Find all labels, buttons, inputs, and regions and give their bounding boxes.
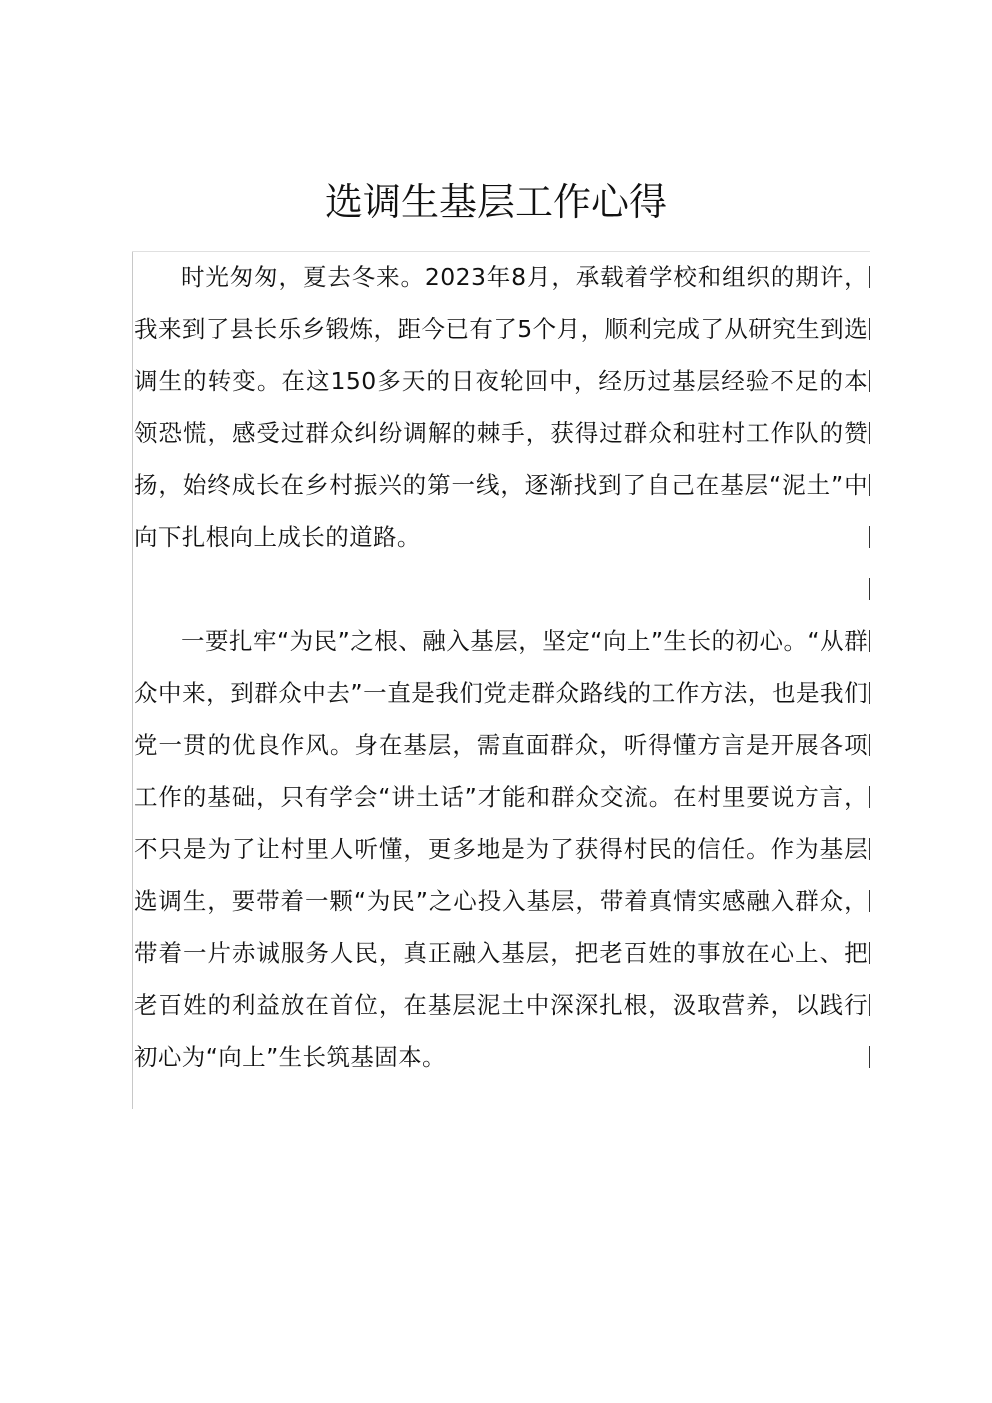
line-end-mark: [869, 994, 870, 1016]
line-end-mark: [869, 318, 870, 340]
line-end-mark: [869, 266, 870, 288]
line-end-mark: [869, 578, 870, 600]
line-end-mark: [869, 890, 870, 912]
line-end-mark: [869, 682, 870, 704]
line-end-mark: [869, 786, 870, 808]
line-end-mark: [869, 474, 870, 496]
line-end-mark: [869, 630, 870, 652]
line-end-mark: [869, 1046, 870, 1068]
line-end-mark: [869, 942, 870, 964]
paragraph-1: 时光匆匆，夏去冬来。2023年8月，承载着学校和组织的期许，我来到了县长乐乡锻炼，距今已有了5个月，顺利完成了从研究生到选调生的转变。在这150多天的日夜轮回中，经历过基层经验不足的本领恐慌，感受过群众纠纷调解的棘手，获得过群众和驻村工作队的赞扬，始终成长在乡村振兴的第一线，逐渐找到了自己在基层“泥土”中向下扎根向上成长的道路。: [134, 263, 868, 551]
line-end-mark: [869, 526, 870, 548]
line-end-mark: [869, 734, 870, 756]
document-title: 选调生基层工作心得: [324, 180, 667, 224]
line-end-mark: [869, 838, 870, 860]
paragraph-2: 一要扎牢“为民”之根、融入基层，坚定“向上”生长的初心。“从群众中来，到群众中去”一直是我们党走群众路线的工作方法，也是我们党一贯的优良作风。身在基层，需直面群众，听得懂方言是开展各项工作的基础，只有学会“讲土话”才能和群众交流。在村里要说方言，不只是为了让村里人听懂，更多地是为了获得村民的信任。作为基层选调生，要带着一颗“为民”之心投入基层，带着真情实感融入群众，带着一片赤诚服务人民，真正融入基层，把老百姓的事放在心上、把老百姓的利益放在首位，在基层泥土中深深扎根，汲取营养，以践行初心为“向上”生长筑基固本。: [134, 627, 868, 1071]
line-end-mark: [869, 422, 870, 444]
line-end-marks: [869, 251, 871, 1109]
line-end-mark: [869, 370, 870, 392]
